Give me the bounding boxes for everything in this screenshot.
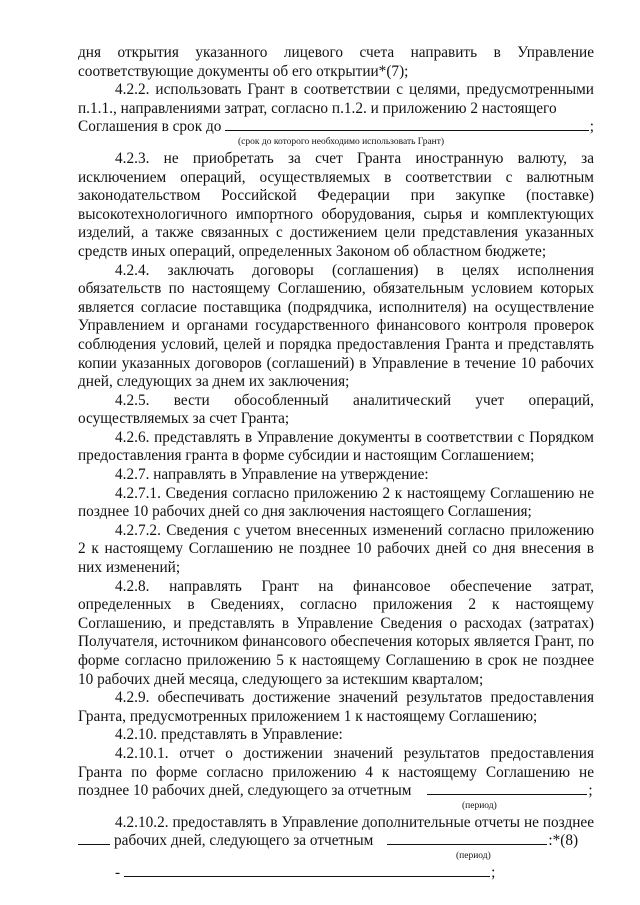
paragraph-4-2-2-deadline-line bbox=[78, 118, 594, 137]
paragraph-4-2-7: 4.2.7. направлять в Управление на утверждение: bbox=[115, 466, 429, 484]
dash-item-end: ; bbox=[491, 863, 496, 881]
paragraph-4-2-10-1-end: ; bbox=[588, 782, 593, 800]
paragraph-4-2-10-2-end: :*(8) bbox=[548, 832, 579, 850]
paragraph-4-2-10-2-days-line bbox=[78, 832, 594, 851]
paragraph-4-2-10-2-days-label: рабочих дней, следующего за отчетным bbox=[114, 832, 374, 850]
caption-period-1-text: (период) bbox=[462, 800, 497, 811]
paragraph-4-2-10-1-period-label: позднее 10 рабочих дней, следующего за отчетным bbox=[78, 782, 412, 800]
dash-item-line bbox=[78, 864, 594, 883]
caption-period-1 bbox=[78, 801, 594, 812]
paragraph-4-2-7-2: 4.2.7.2. Сведения с учетом внесенных изменений согласно приложению 2 к настоящему Соглашению не позднее 10 рабочих дней со дня внесения в них изменений; bbox=[78, 521, 594, 577]
paragraph-4-2-8: 4.2.8. направлять Грант на финансовое обеспечение затрат, определенных в Сведениях, согласно приложения 2 к настоящему Соглашению, и представлять в Управление Сведения о расходах (затратах) Получателя, источником финансового обеспечения которых является Грант, по форме согласно приложению 5 к настоящему Соглашению в срок не позднее 10 рабочих дней месяца, следующего за истекшим кварталом; bbox=[78, 577, 594, 688]
paragraph-intro-line-2: соответствующие документы об его открытии*(7); bbox=[78, 62, 409, 80]
caption-deadline-text: (срок до которого необходимо использовать Грант) bbox=[238, 136, 445, 147]
deadline-blank-field[interactable] bbox=[225, 129, 588, 131]
days-blank-field[interactable] bbox=[78, 843, 110, 845]
paragraph-4-2-2-end: ; bbox=[589, 118, 594, 136]
period-blank-field-1[interactable] bbox=[427, 793, 587, 795]
paragraph-4-2-10: 4.2.10. представлять в Управление: bbox=[115, 726, 343, 744]
paragraph-4-2-2-deadline-label: Соглашения в срок до bbox=[78, 118, 222, 136]
paragraph-4-2-5: 4.2.5. вести обособленный аналитический учет операций, осуществляемых за счет Гранта; bbox=[78, 391, 594, 428]
paragraph-4-2-2: 4.2.2. использовать Грант в соответствии с целями, предусмотренными п.1.1., направлениями затрат, согласно п.1.2. и приложению 2 настоящего bbox=[78, 81, 594, 117]
paragraph-4-2-6: 4.2.6. представлять в Управление документы в соответствии с Порядком предоставления гранта в форме субсидии и настоящим Соглашением; bbox=[78, 428, 594, 465]
caption-deadline bbox=[78, 137, 594, 148]
caption-period-2 bbox=[78, 851, 594, 862]
caption-period-2-text: (период) bbox=[456, 850, 491, 861]
paragraph-4-2-10-1-period-line bbox=[78, 782, 594, 801]
dash-item-blank-field[interactable] bbox=[124, 875, 490, 877]
paragraph-4-2-7-1: 4.2.7.1. Сведения согласно приложению 2 к настоящему Соглашению не позднее 10 рабочих дней со дня заключения настоящего Соглашения; bbox=[78, 484, 594, 521]
paragraph-intro-line-1: дня открытия указанного лицевого счета направить в Управление bbox=[78, 44, 594, 61]
dash-item-marker: - bbox=[115, 863, 121, 881]
paragraph-4-2-3: 4.2.3. не приобретать за счет Гранта иностранную валюту, за исключением операций, осуществляемых в соответствии с валютным законодательством Российской Федерации при закупке (поставке) высокотехнологичного импортного оборудования, сырья и комплектующих изделий, а также связанных с достижением цели представления указанных средств иных операций, определенных Законом об областном бюджете; bbox=[78, 149, 594, 260]
paragraph-4-2-4: 4.2.4. заключать договоры (соглашения) в целях исполнения обязательств по настоящему Соглашению, обязательным условием которых является согласие поставщика (подрядчика, исполнителя) на осуществление Управлением и органами государственного финансового контроля проверок соблюдения условий, целей и порядка предоставления Гранта и представлять копии указанных договоров (соглашений) в Управление в течение 10 рабочих дней, следующих за днем их заключения; bbox=[78, 261, 594, 391]
period-blank-field-2[interactable] bbox=[387, 843, 547, 845]
paragraph-4-2-9: 4.2.9. обеспечивать достижение значений результатов предоставления Гранта, предусмотренных приложением 1 к настоящему Соглашению; bbox=[78, 689, 594, 725]
paragraph-4-2-10-1: 4.2.10.1. отчет о достижении значений результатов предоставления Гранта по форме согласно приложению 4 к настоящему Соглашению не bbox=[78, 744, 594, 781]
paragraph-4-2-10-2: 4.2.10.2. предоставлять в Управление дополнительные отчеты не позднее bbox=[115, 813, 594, 831]
document-page bbox=[78, 44, 594, 883]
